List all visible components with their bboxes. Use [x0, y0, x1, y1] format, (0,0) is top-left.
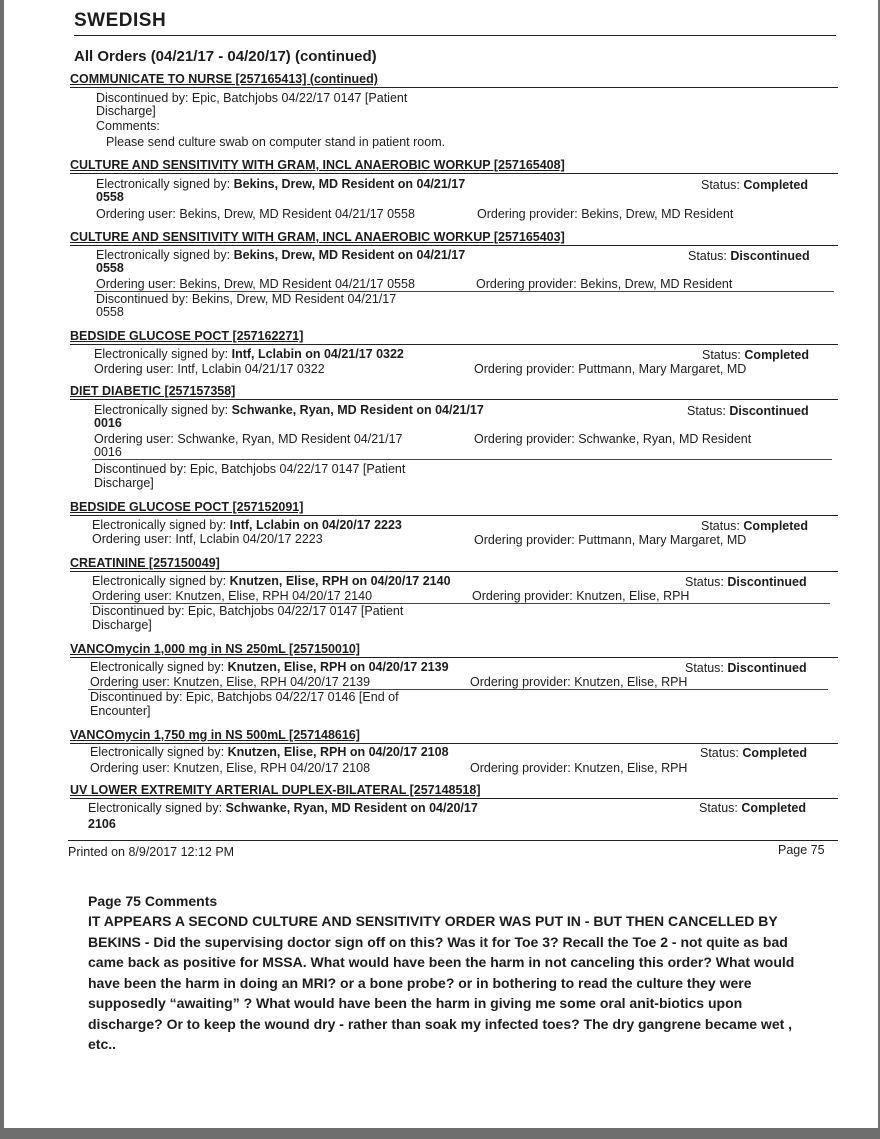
- ordering-provider: Ordering provider: Knutzen, Elise, RPH: [470, 675, 688, 689]
- status-badge: Status: Completed: [699, 801, 806, 815]
- order-title: CREATININE [257150049]: [70, 556, 838, 572]
- order-title: DIET DIABETIC [257157358]: [70, 384, 838, 400]
- signed-line: Electronically signed by: Knutzen, Elise, RPH on 04/20/17 2140: [92, 574, 451, 588]
- order-title: BEDSIDE GLUCOSE POCT [257152091]: [70, 500, 838, 516]
- order-title: VANCOmycin 1,000 mg in NS 250mL [257150010]: [70, 642, 838, 658]
- signed-line: Electronically signed by: Schwanke, Ryan, MD Resident on 04/21/17: [94, 403, 484, 417]
- discontinued-line: Discontinued by: Epic, Batchjobs 04/22/17 0147 [Patient: [96, 91, 408, 105]
- discontinued-line: Discontinued by: Bekins, Drew, MD Resident 04/21/17: [96, 292, 397, 306]
- ordering-user: Ordering user: Bekins, Drew, MD Resident 04/21/17 0558: [96, 207, 415, 221]
- signed-line-cont: 0558: [96, 190, 124, 204]
- order-title: BEDSIDE GLUCOSE POCT [257162271]: [70, 329, 838, 345]
- status-badge: Status: Completed: [701, 519, 808, 533]
- discontinued-line: Discontinued by: Epic, Batchjobs 04/22/17 0146 [End of: [90, 690, 399, 704]
- row-divider: [92, 459, 832, 460]
- signed-line-cont: 2106: [88, 817, 116, 831]
- signed-line: Electronically signed by: Bekins, Drew, MD Resident on 04/21/17: [96, 248, 466, 262]
- discontinued-line: Discontinued by: Epic, Batchjobs 04/22/17 0147 [Patient: [94, 462, 406, 476]
- order-title: COMMUNICATE TO NURSE [257165413] (continued): [70, 72, 838, 88]
- signed-line: Electronically signed by: Knutzen, Elise, RPH on 04/20/17 2139: [90, 660, 449, 674]
- signed-line: Electronically signed by: Bekins, Drew, MD Resident on 04/21/17: [96, 177, 466, 191]
- discontinued-line-cont: Discharge]: [96, 104, 156, 118]
- ordering-provider: Ordering provider: Knutzen, Elise, RPH: [470, 761, 688, 775]
- comments-body: IT APPEARS A SECOND CULTURE AND SENSITIVITY ORDER WAS PUT IN - BUT THEN CANCELLED BY BEKINS - Did the supervising doctor sign off on this? Was it for Toe 3? Recall the Toe 2 - not quite as bad came back as positive for MSSA. What would have been the harm in not canceling this order? What would have been the harm in doing an MRI? or a bone probe? or in bothering to read the culture they were supposedly “awaiting” ? What would have been the harm in giving me some oral anit-biotics upon discharge? Or to keep the wound dry - rather than soak my infected toes? The dry gangrene became wet , etc..: [88, 913, 795, 1052]
- ordering-user-cont: 0016: [94, 445, 122, 459]
- status-badge: Status: Completed: [702, 348, 809, 362]
- discontinued-line-cont: Discharge]: [94, 476, 154, 490]
- ordering-user: Ordering user: Intf, Lclabin 04/21/17 0322: [94, 362, 325, 376]
- signed-line-cont: 0558: [96, 261, 124, 275]
- ordering-user: Ordering user: Knutzen, Elise, RPH 04/20/17 2139: [90, 675, 371, 689]
- brand-divider: [74, 35, 836, 36]
- comment-text: Please send culture swab on computer stand in patient room.: [106, 135, 446, 149]
- signed-line-cont: 0016: [94, 416, 122, 430]
- status-badge: Status: Discontinued: [685, 575, 807, 589]
- ordering-user: Ordering user: Intf, Lclabin 04/20/17 2223: [92, 532, 323, 546]
- order-title: VANCOmycin 1,750 mg in NS 500mL [257148616]: [70, 728, 838, 744]
- orders-title: All Orders (04/21/17 - 04/20/17) (continued): [74, 48, 377, 65]
- order-title: UV LOWER EXTREMITY ARTERIAL DUPLEX-BILATERAL [257148518]: [70, 783, 838, 799]
- discontinued-line-cont: Discharge]: [92, 618, 152, 632]
- ordering-provider: Ordering provider: Bekins, Drew, MD Resident: [476, 277, 733, 291]
- status-badge: Status: Discontinued: [688, 249, 810, 263]
- ordering-user: Ordering user: Knutzen, Elise, RPH 04/20/17 2140: [92, 589, 373, 603]
- signed-line: Electronically signed by: Intf, Lclabin on 04/20/17 2223: [92, 518, 402, 532]
- footer-divider: [68, 840, 838, 841]
- comments-heading: Page 75 Comments: [88, 893, 218, 909]
- printed-date: Printed on 8/9/2017 12:12 PM: [68, 845, 235, 859]
- status-badge: Status: Discontinued: [685, 661, 807, 675]
- ordering-provider: Ordering provider: Bekins, Drew, MD Resident: [477, 207, 734, 221]
- ordering-user: Ordering user: Bekins, Drew, MD Resident 04/21/17 0558: [96, 277, 415, 291]
- signed-line: Electronically signed by: Schwanke, Ryan, MD Resident on 04/20/17: [88, 801, 478, 815]
- page-number: Page 75: [778, 843, 825, 857]
- discontinued-line-cont: 0558: [96, 305, 124, 319]
- document-page: [4, 0, 878, 1128]
- discontinued-line-cont: Encounter]: [90, 704, 151, 718]
- comments-label: Comments:: [96, 119, 160, 133]
- ordering-user: Ordering user: Schwanke, Ryan, MD Resident 04/21/17: [94, 432, 403, 446]
- ordering-provider: Ordering provider: Puttmann, Mary Margaret, MD: [474, 362, 747, 376]
- discontinued-line: Discontinued by: Epic, Batchjobs 04/22/17 0147 [Patient: [92, 604, 404, 618]
- ordering-provider: Ordering provider: Puttmann, Mary Margaret, MD: [474, 533, 747, 547]
- order-title: CULTURE AND SENSITIVITY WITH GRAM, INCL ANAEROBIC WORKUP [257165403]: [70, 230, 838, 246]
- ordering-provider: Ordering provider: Knutzen, Elise, RPH: [472, 589, 690, 603]
- hospital-brand: SWEDISH: [74, 10, 167, 31]
- signed-line: Electronically signed by: Knutzen, Elise, RPH on 04/20/17 2108: [90, 745, 449, 759]
- ordering-user: Ordering user: Knutzen, Elise, RPH 04/20/17 2108: [90, 761, 371, 775]
- ordering-provider: Ordering provider: Schwanke, Ryan, MD Resident: [474, 432, 752, 446]
- status-badge: Status: Completed: [700, 746, 807, 760]
- status-badge: Status: Discontinued: [687, 404, 809, 418]
- signed-line: Electronically signed by: Intf, Lclabin on 04/21/17 0322: [94, 347, 404, 361]
- status-badge: Status: Completed: [701, 178, 808, 192]
- order-title: CULTURE AND SENSITIVITY WITH GRAM, INCL ANAEROBIC WORKUP [257165408]: [70, 158, 838, 174]
